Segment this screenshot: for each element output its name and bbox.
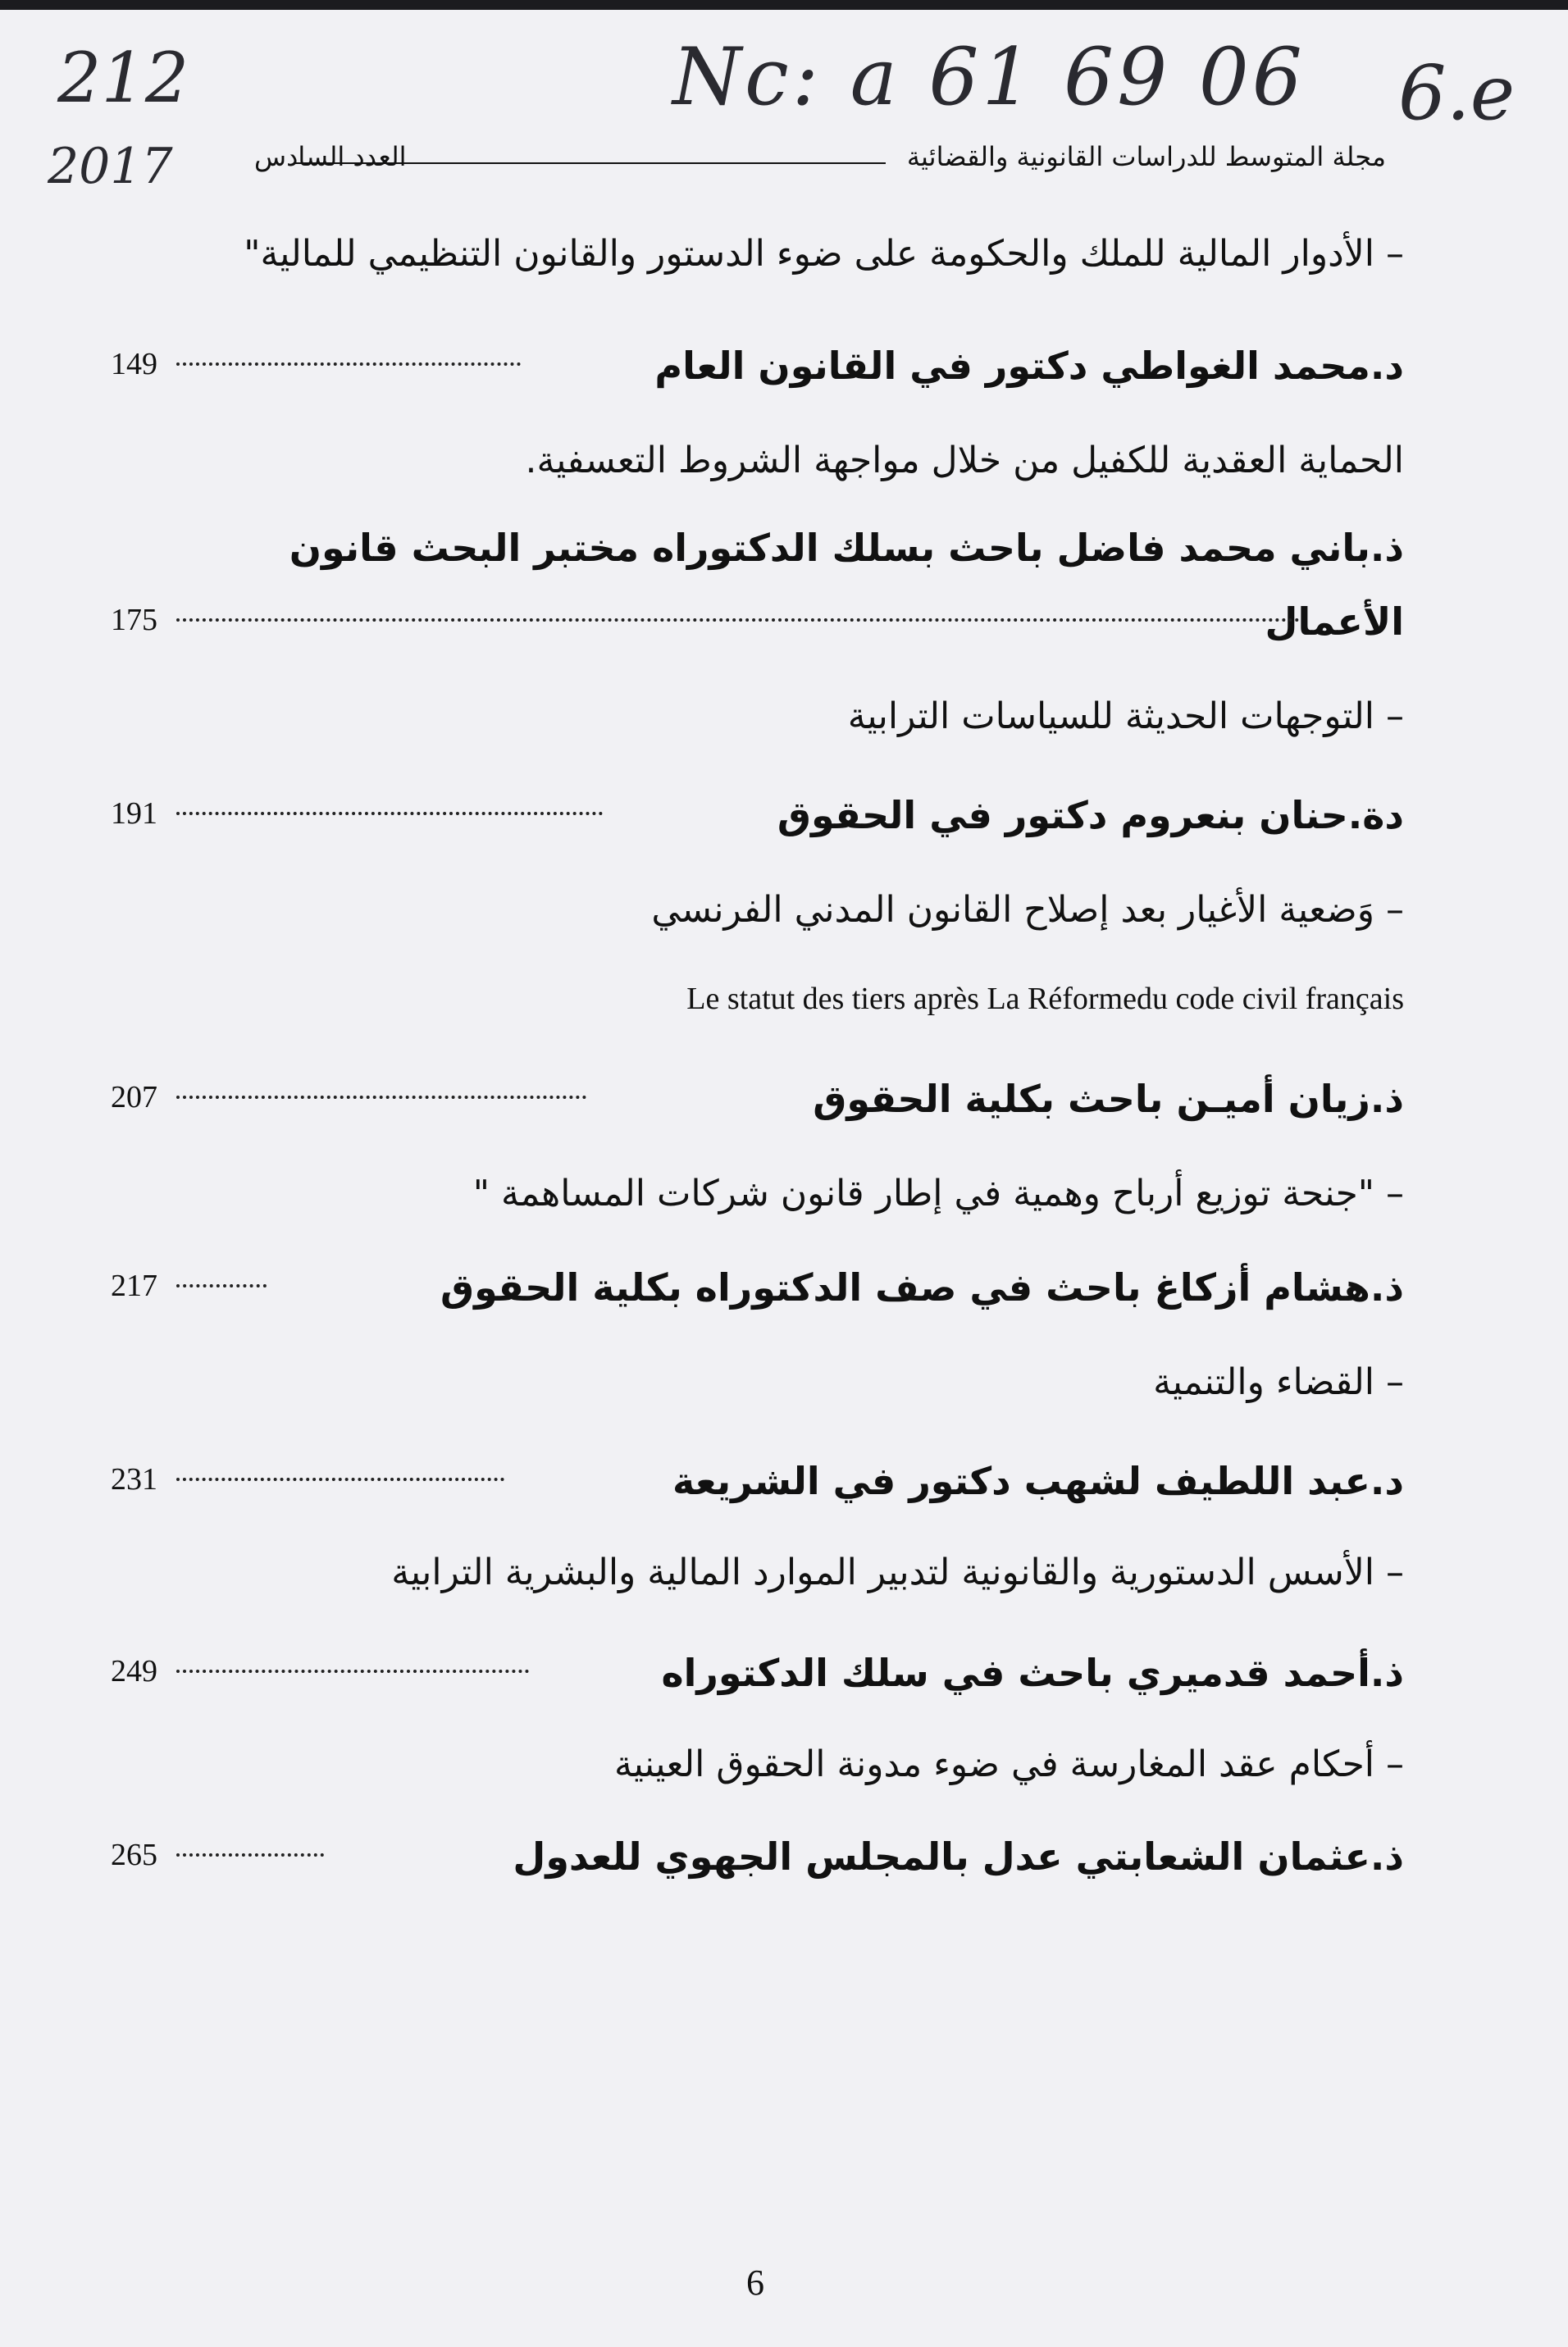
toc-author: د.محمد الغواطي دكتور في القانون العام [654, 344, 1404, 388]
page-number: 6 [746, 2263, 764, 2303]
toc-title: – التوجهات الحديثة للسياسات الترابية [847, 695, 1404, 737]
leader-dots [176, 1091, 586, 1099]
leader-dots [176, 1848, 324, 1857]
toc-author: د.عبد اللطيف لشهب دكتور في الشريعة [672, 1459, 1404, 1503]
toc-title-french: Le statut des tiers après La Réformedu code civil français [686, 982, 1404, 1016]
handwritten-number: 212 [57, 38, 189, 118]
toc-title: – الأدوار المالية للملك والحكومة على ضوء الدستور والقانون التنظيمي للمالية" [244, 233, 1404, 275]
issue-label: العدد السادس [254, 141, 407, 172]
leader-dots [176, 1279, 267, 1287]
page-ref: 265 [111, 1838, 157, 1872]
toc-author-line: ذ.باني محمد فاضل باحث بسلك الدكتوراه مختبر البحث قانون [289, 526, 1404, 570]
toc-title: – "جنحة توزيع أرباح وهمية في إطار قانون شركات المساهمة " [472, 1173, 1404, 1215]
toc-author: ذ.أحمد قدميري باحث في سلك الدكتوراه [661, 1651, 1404, 1695]
leader-dots [176, 1665, 529, 1673]
journal-title: مجلة المتوسط للدراسات القانونية والقضائية [906, 141, 1386, 172]
page-ref: 249 [111, 1654, 157, 1688]
toc-title: – وَضعية الأغيار بعد إصلاح القانون المدني الفرنسي [651, 889, 1404, 931]
toc-author: دة.حنان بنعروم دكتور في الحقوق [777, 793, 1404, 837]
leader-dots [176, 613, 1300, 622]
toc-title: – أحكام عقد المغارسة في ضوء مدونة الحقوق العينية [614, 1743, 1404, 1785]
page-ref: 231 [111, 1462, 157, 1497]
handwritten-catalog-number: Nc: a 61 69 06 [672, 31, 1306, 123]
toc-author: ذ.هشام أزكاغ باحث في صف الدكتوراه بكلية الحقوق [440, 1265, 1404, 1310]
handwritten-shelf-mark: 6.e [1398, 49, 1516, 137]
toc-author: ذ.عثمان الشعابتي عدل بالمجلس الجهوي للعدول [513, 1834, 1404, 1879]
page-ref: 207 [111, 1080, 157, 1114]
page-ref: 191 [111, 796, 157, 831]
toc-title: – الأسس الدستورية والقانونية لتدبير الموارد المالية والبشرية الترابية [391, 1552, 1404, 1593]
page-ref: 149 [111, 347, 157, 381]
handwritten-year: 2017 [48, 138, 173, 195]
toc-author: ذ.زيان أميـن باحث بكلية الحقوق [813, 1077, 1404, 1121]
toc-title: الحماية العقدية للكفيل من خلال مواجهة الشروط التعسفية. [525, 440, 1404, 481]
page-ref: 175 [111, 603, 157, 637]
leader-dots [176, 358, 521, 366]
leader-dots [176, 807, 603, 815]
toc-title: – القضاء والتنمية [1153, 1361, 1404, 1403]
page-ref: 217 [111, 1269, 157, 1303]
leader-dots [176, 1473, 504, 1481]
toc-author: الأعمال [1265, 599, 1404, 644]
